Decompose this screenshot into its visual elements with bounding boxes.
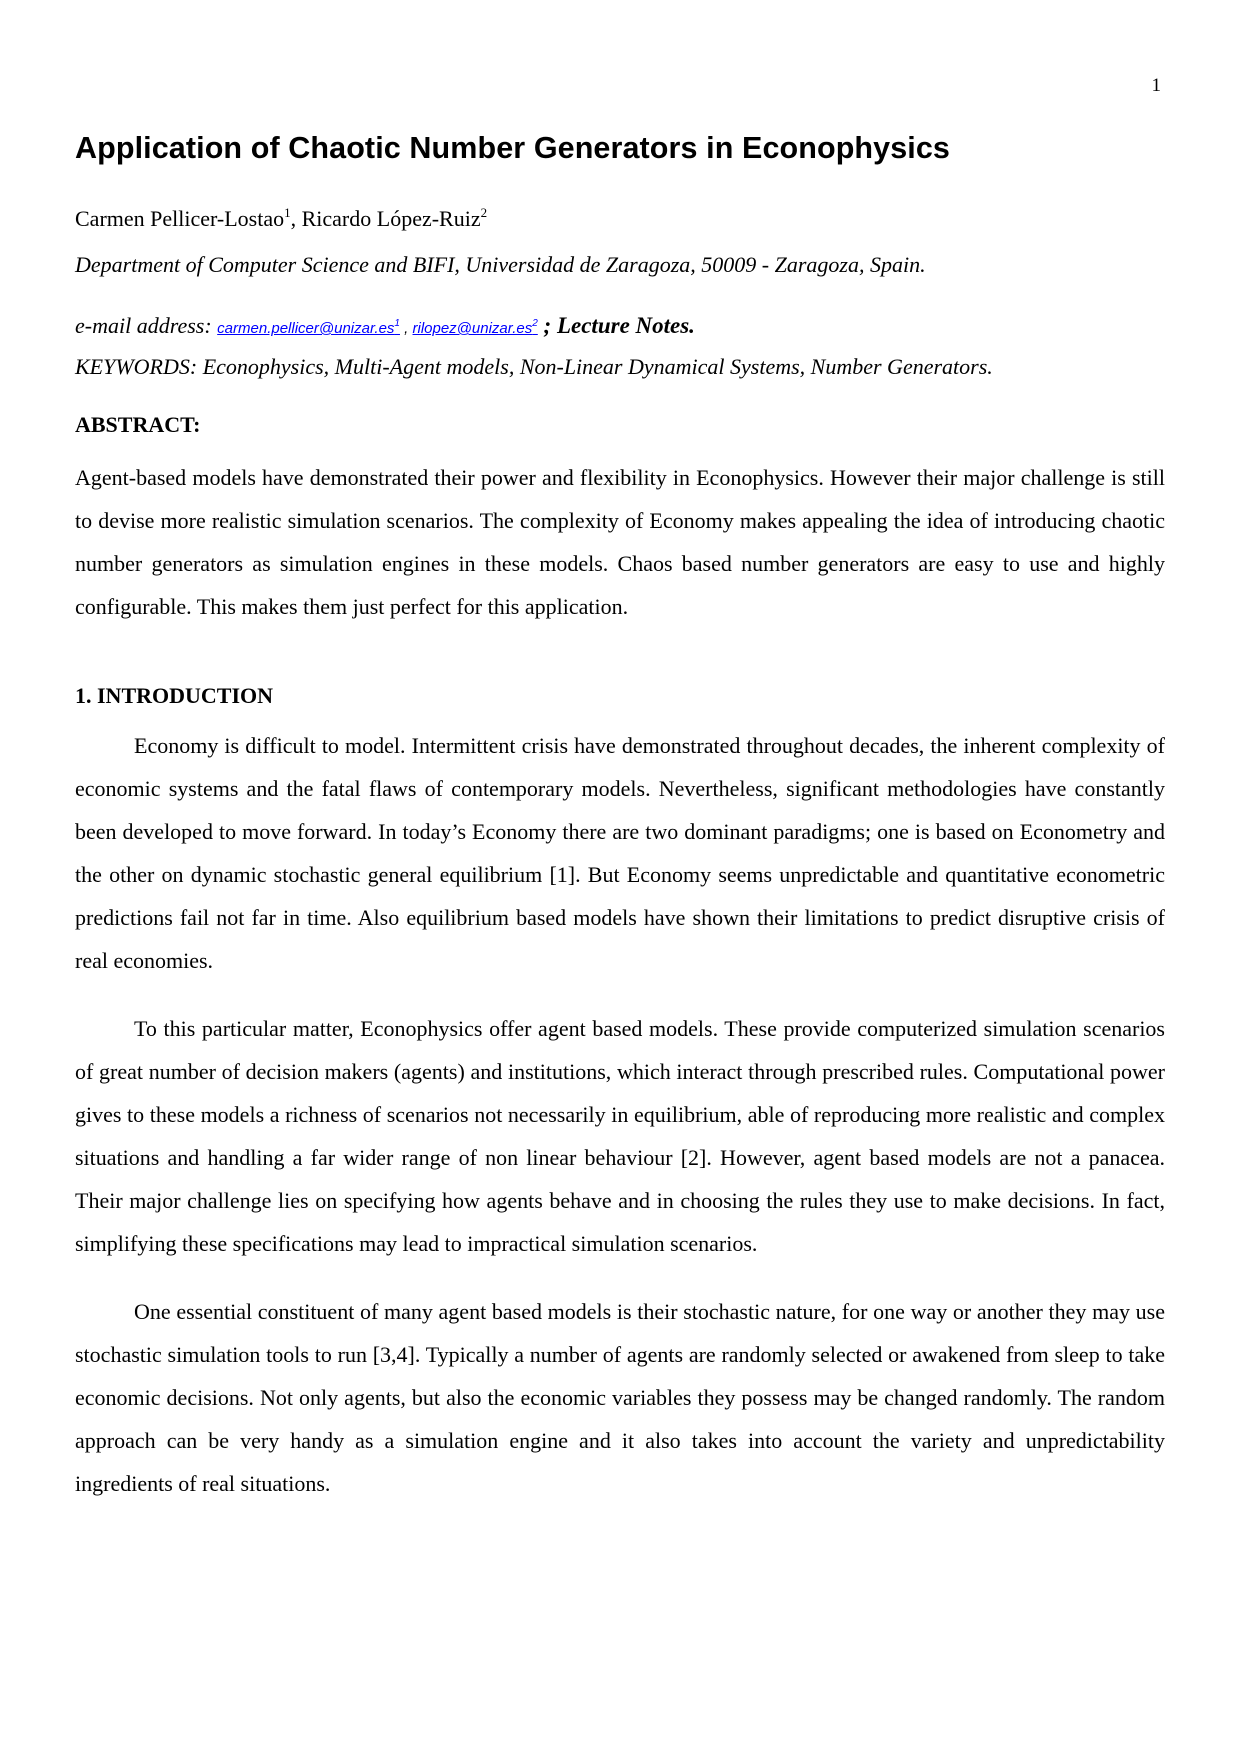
abstract-text: Agent-based models have demonstrated their power and flexibility in Econophysics. However their major challenge is still to devise more realistic simulation scenarios. The complexity of Economy makes appealing the idea of introducing chaotic number generators as simulation engines in these models. Chaos based number generators are easy to use and highly configurable. This makes them just perfect for this application. (75, 465, 1165, 619)
email-marker: 1 (394, 318, 400, 329)
email-address: rilopez@unizar.es (412, 320, 533, 337)
abstract-heading: ABSTRACT: (75, 412, 201, 437)
author-name: Carmen Pellicer-Lostao (75, 206, 285, 231)
paper-content (75, 128, 1165, 1505)
email-tail: ; (537, 313, 557, 338)
body-paragraph: To this particular matter, Econophysics offer agent based models. These provide computerized simulation scenarios of great number of decision makers (agents) and institutions, which interact through prescribed rules. Computational power gives to these models a richness of scenarios not necessarily in equilibrium, able of reproducing more realistic and complex situations and handling a far wider range of non linear behaviour [2]. However, agent based models are not a panacea. Their major challenge lies on specifying how agents behave and in choosing the rules they use to make decisions. In fact, simplifying these specifications may lead to impractical simulation scenarios. (75, 1016, 1165, 1256)
page-number: 1 (1151, 75, 1161, 96)
affiliation-marker: 2 (480, 205, 488, 220)
body-paragraph: One essential constituent of many agent based models is their stochastic nature, for one way or another they may use stochastic simulation tools to run [3,4]. Typically a number of agents are randomly selected or awakened from sleep to take economic decisions. Not only agents, but also the economic variables they possess may be changed randomly. The random approach can be very handy as a simulation engine and it also takes into account the variety and unpredictability ingredients of real situations. (75, 1299, 1165, 1496)
body-paragraph: Economy is difficult to model. Intermittent crisis have demonstrated throughout decades, the inherent complexity of economic systems and the fatal flaws of contemporary models. Nevertheless, significant methodologies have constantly been developed to move forward. In today’s Economy there are two dominant paradigms; one is based on Econometry and the other on dynamic stochastic general equilibrium [1]. But Economy seems unpredictable and quantitative econometric predictions fail not far in time. Also equilibrium based models have shown their limitations to predict disruptive crisis of real economies. (75, 733, 1165, 973)
email-separator: , (399, 320, 413, 337)
affiliation: Department of Computer Science and BIFI, Universidad de Zaragoza, 50009 - Zaragoza, Spain. (75, 252, 926, 277)
email-label: e-mail address: (75, 313, 218, 338)
email-marker: 2 (532, 318, 538, 329)
introduction-heading: 1. INTRODUCTION (75, 683, 274, 708)
author-list (75, 205, 1165, 233)
author-name: Ricardo López-Ruiz (301, 206, 481, 231)
affiliation-marker: 1 (284, 205, 291, 220)
email-address: carmen.pellicer@unizar.es (217, 320, 395, 337)
paper-title: Application of Chaotic Number Generators in Econophysics (75, 131, 950, 165)
lecture-notes-label: Lecture Notes. (556, 313, 695, 338)
email-link[interactable] (217, 320, 400, 337)
email-line (75, 312, 1165, 343)
email-link[interactable] (413, 320, 538, 337)
keywords: KEYWORDS: Econophysics, Multi-Agent models, Non-Linear Dynamical Systems, Number Generators. (75, 354, 993, 379)
author-separator: , (290, 206, 302, 231)
